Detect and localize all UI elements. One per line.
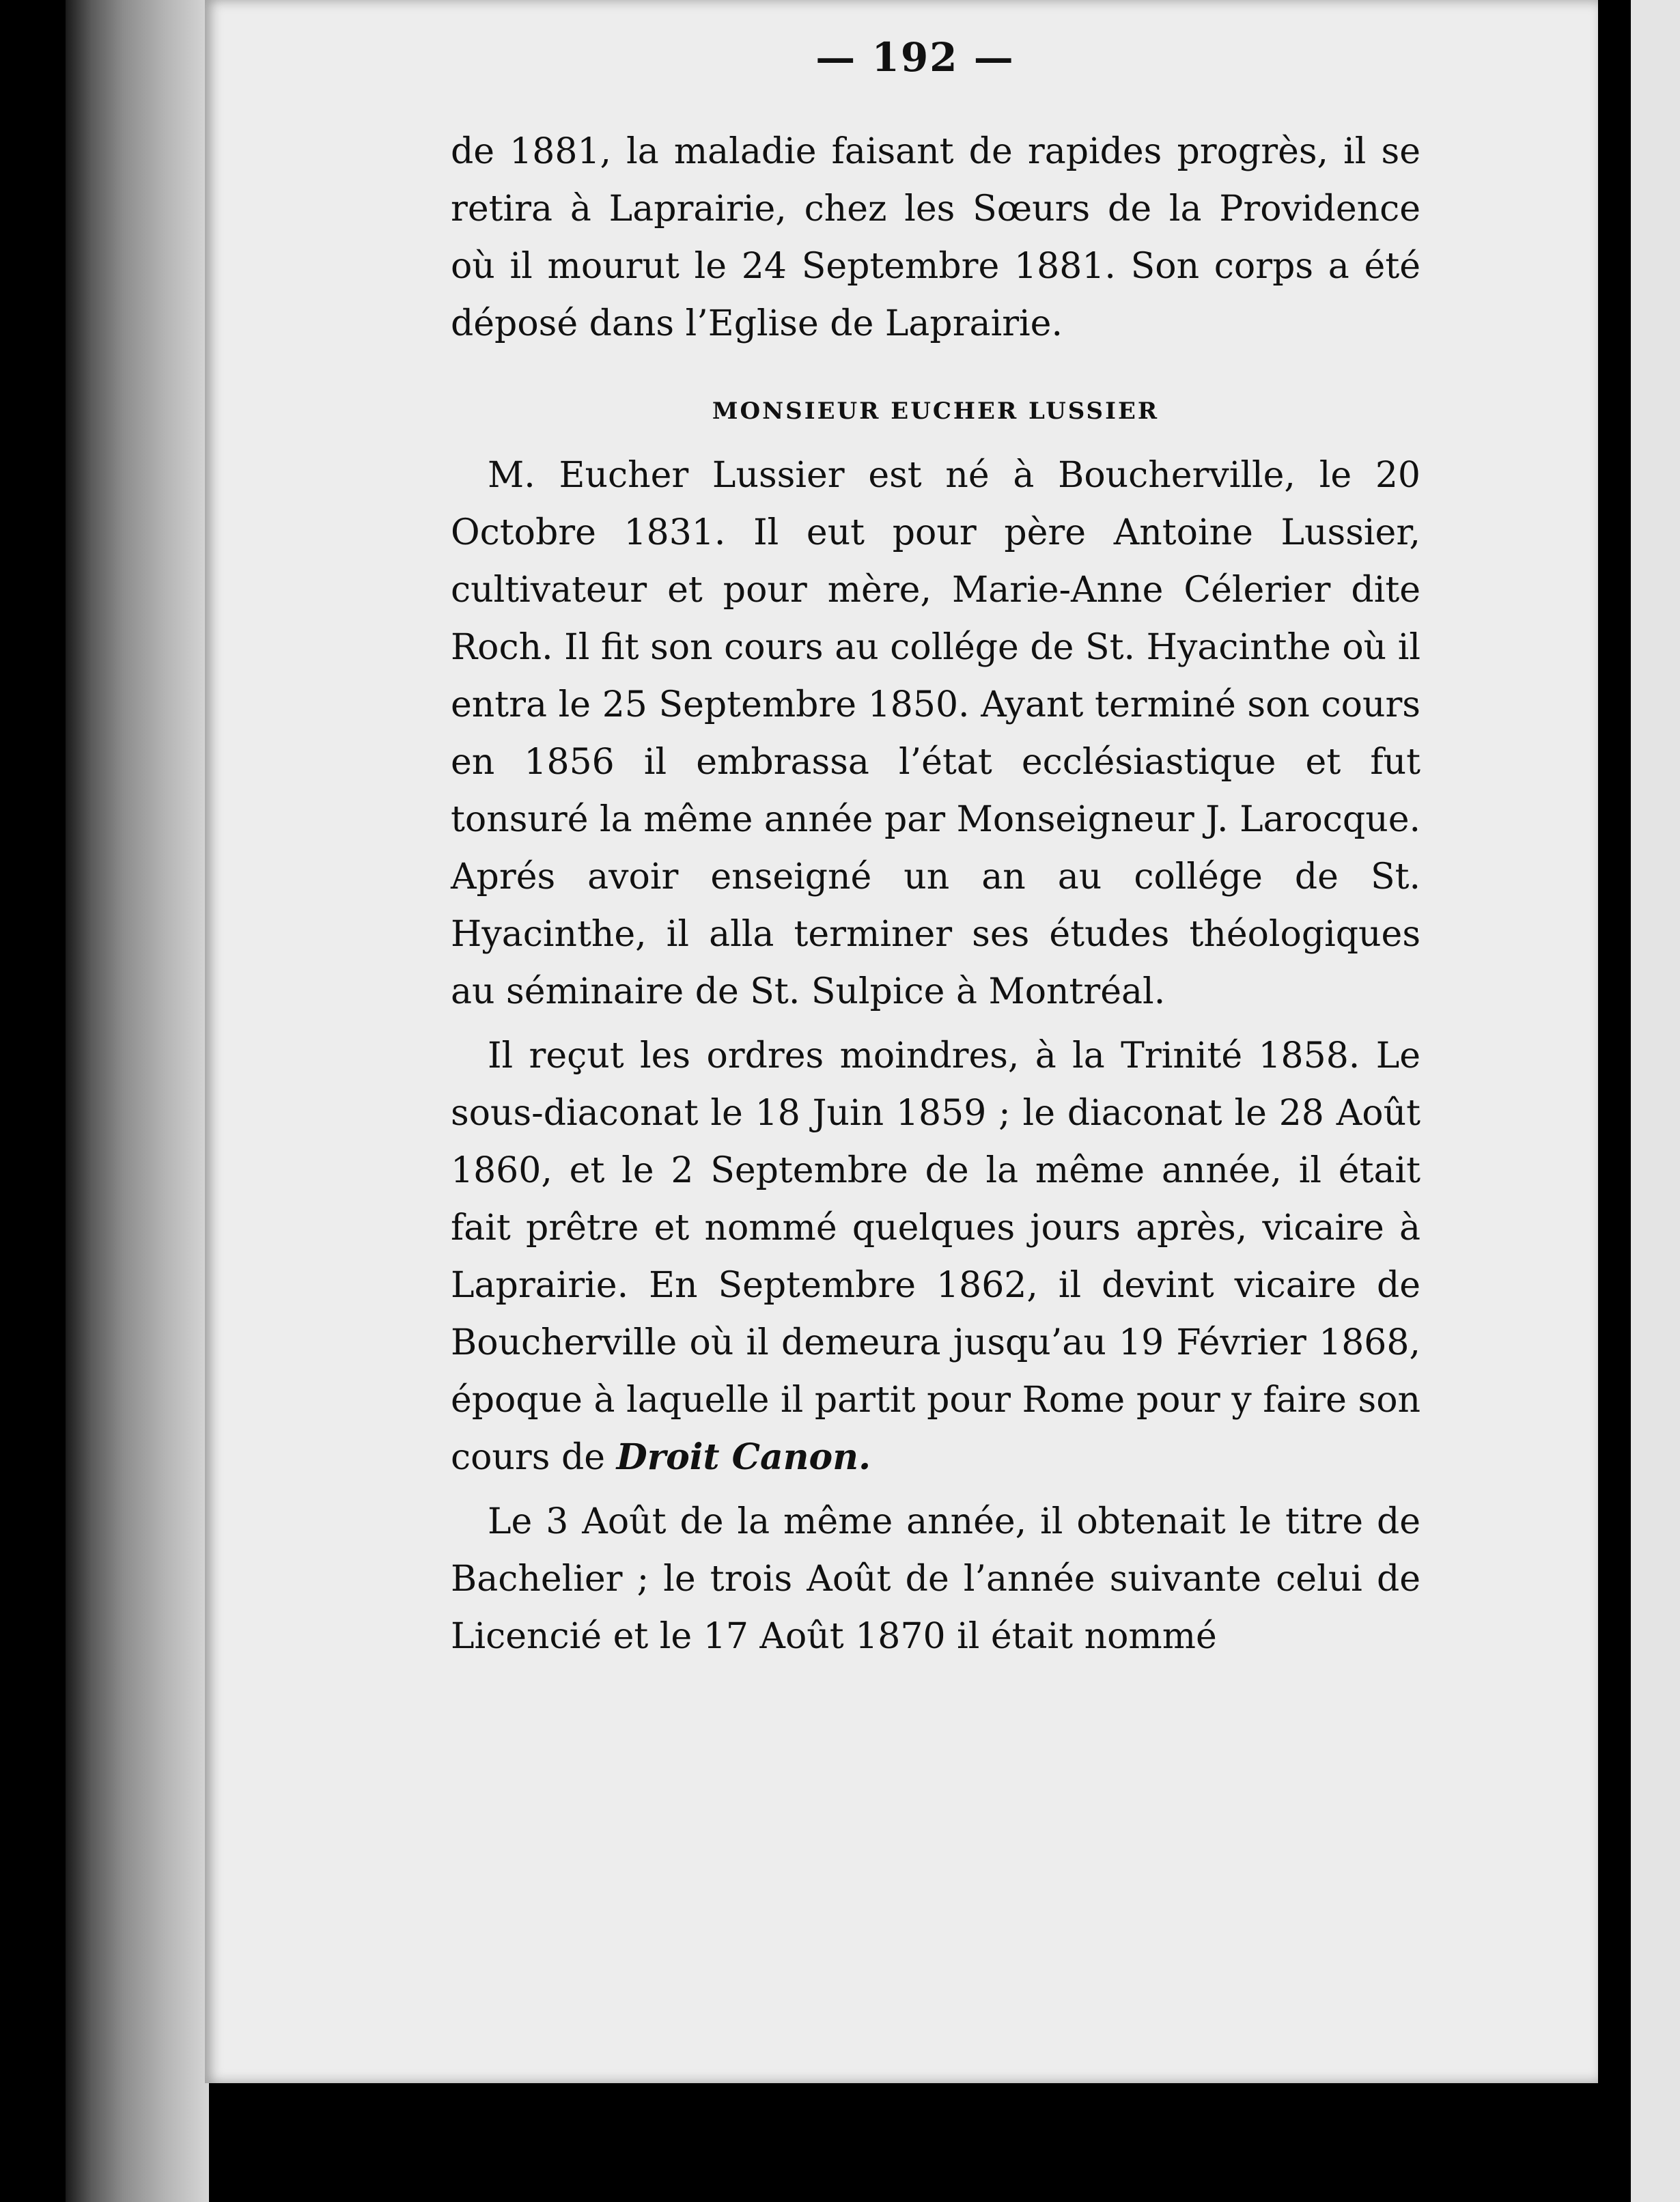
paragraph-text: Il reçut les ordres moindres, à la Trinité 1858. Le sous-diaconat le 18 Juin 1859 ; le diaconat le 28 Août 1860, et le 2 Septembre de la même année, il était fait prêtre et nommé quelques jours après, vicaire à Laprairie. En Septembre 1862, il devint vicaire de Boucherville où il demeura jusqu’au 19 Février 1868, époque à laquelle il partit pour Rome pour y faire son cours de bbox=[451, 1035, 1420, 1478]
paragraph: M. Eucher Lussier est né à Boucherville, le 20 Octobre 1831. Il eut pour père Antoine Lussier, cultivateur et pour mère, Marie-Anne Célerier dite Roch. Il fit son cours au collége de St. Hyacinthe où il entra le 25 Septembre 1850. Ayant terminé son cours en 1856 il embrassa l’état ecclésiastique et fut tonsuré la même année par Monseigneur J. Larocque. Aprés avoir enseigné un an au collége de St. Hyacinthe, il alla terminer ses études théologiques au séminaire de St. Sulpice à Montréal. bbox=[451, 455, 1420, 1012]
adjacent-page-edge bbox=[1624, 0, 1680, 2202]
book-binding-edge bbox=[66, 0, 209, 2202]
paragraph bbox=[451, 1027, 1420, 1486]
page-number: — 192 — bbox=[815, 34, 1015, 81]
section-heading: MONSIEUR EUCHER LUSSIER bbox=[712, 398, 1160, 425]
italic-term: Droit Canon. bbox=[616, 1436, 871, 1478]
page-text-block bbox=[451, 123, 1420, 1665]
paragraph-continued: de 1881, la maladie faisant de rapides progrès, il se retira à Laprairie, chez les Sœurs de la Providence où il mourut le 24 Septembre 1881. Son corps a été déposé dans l’Eglise de Laprairie. bbox=[451, 131, 1420, 344]
paragraph: Le 3 Août de la même année, il obtenait le titre de Bachelier ; le trois Août de l’année suivante celui de Licencié et le 17 Août 1870 il était nommé bbox=[451, 1501, 1420, 1657]
